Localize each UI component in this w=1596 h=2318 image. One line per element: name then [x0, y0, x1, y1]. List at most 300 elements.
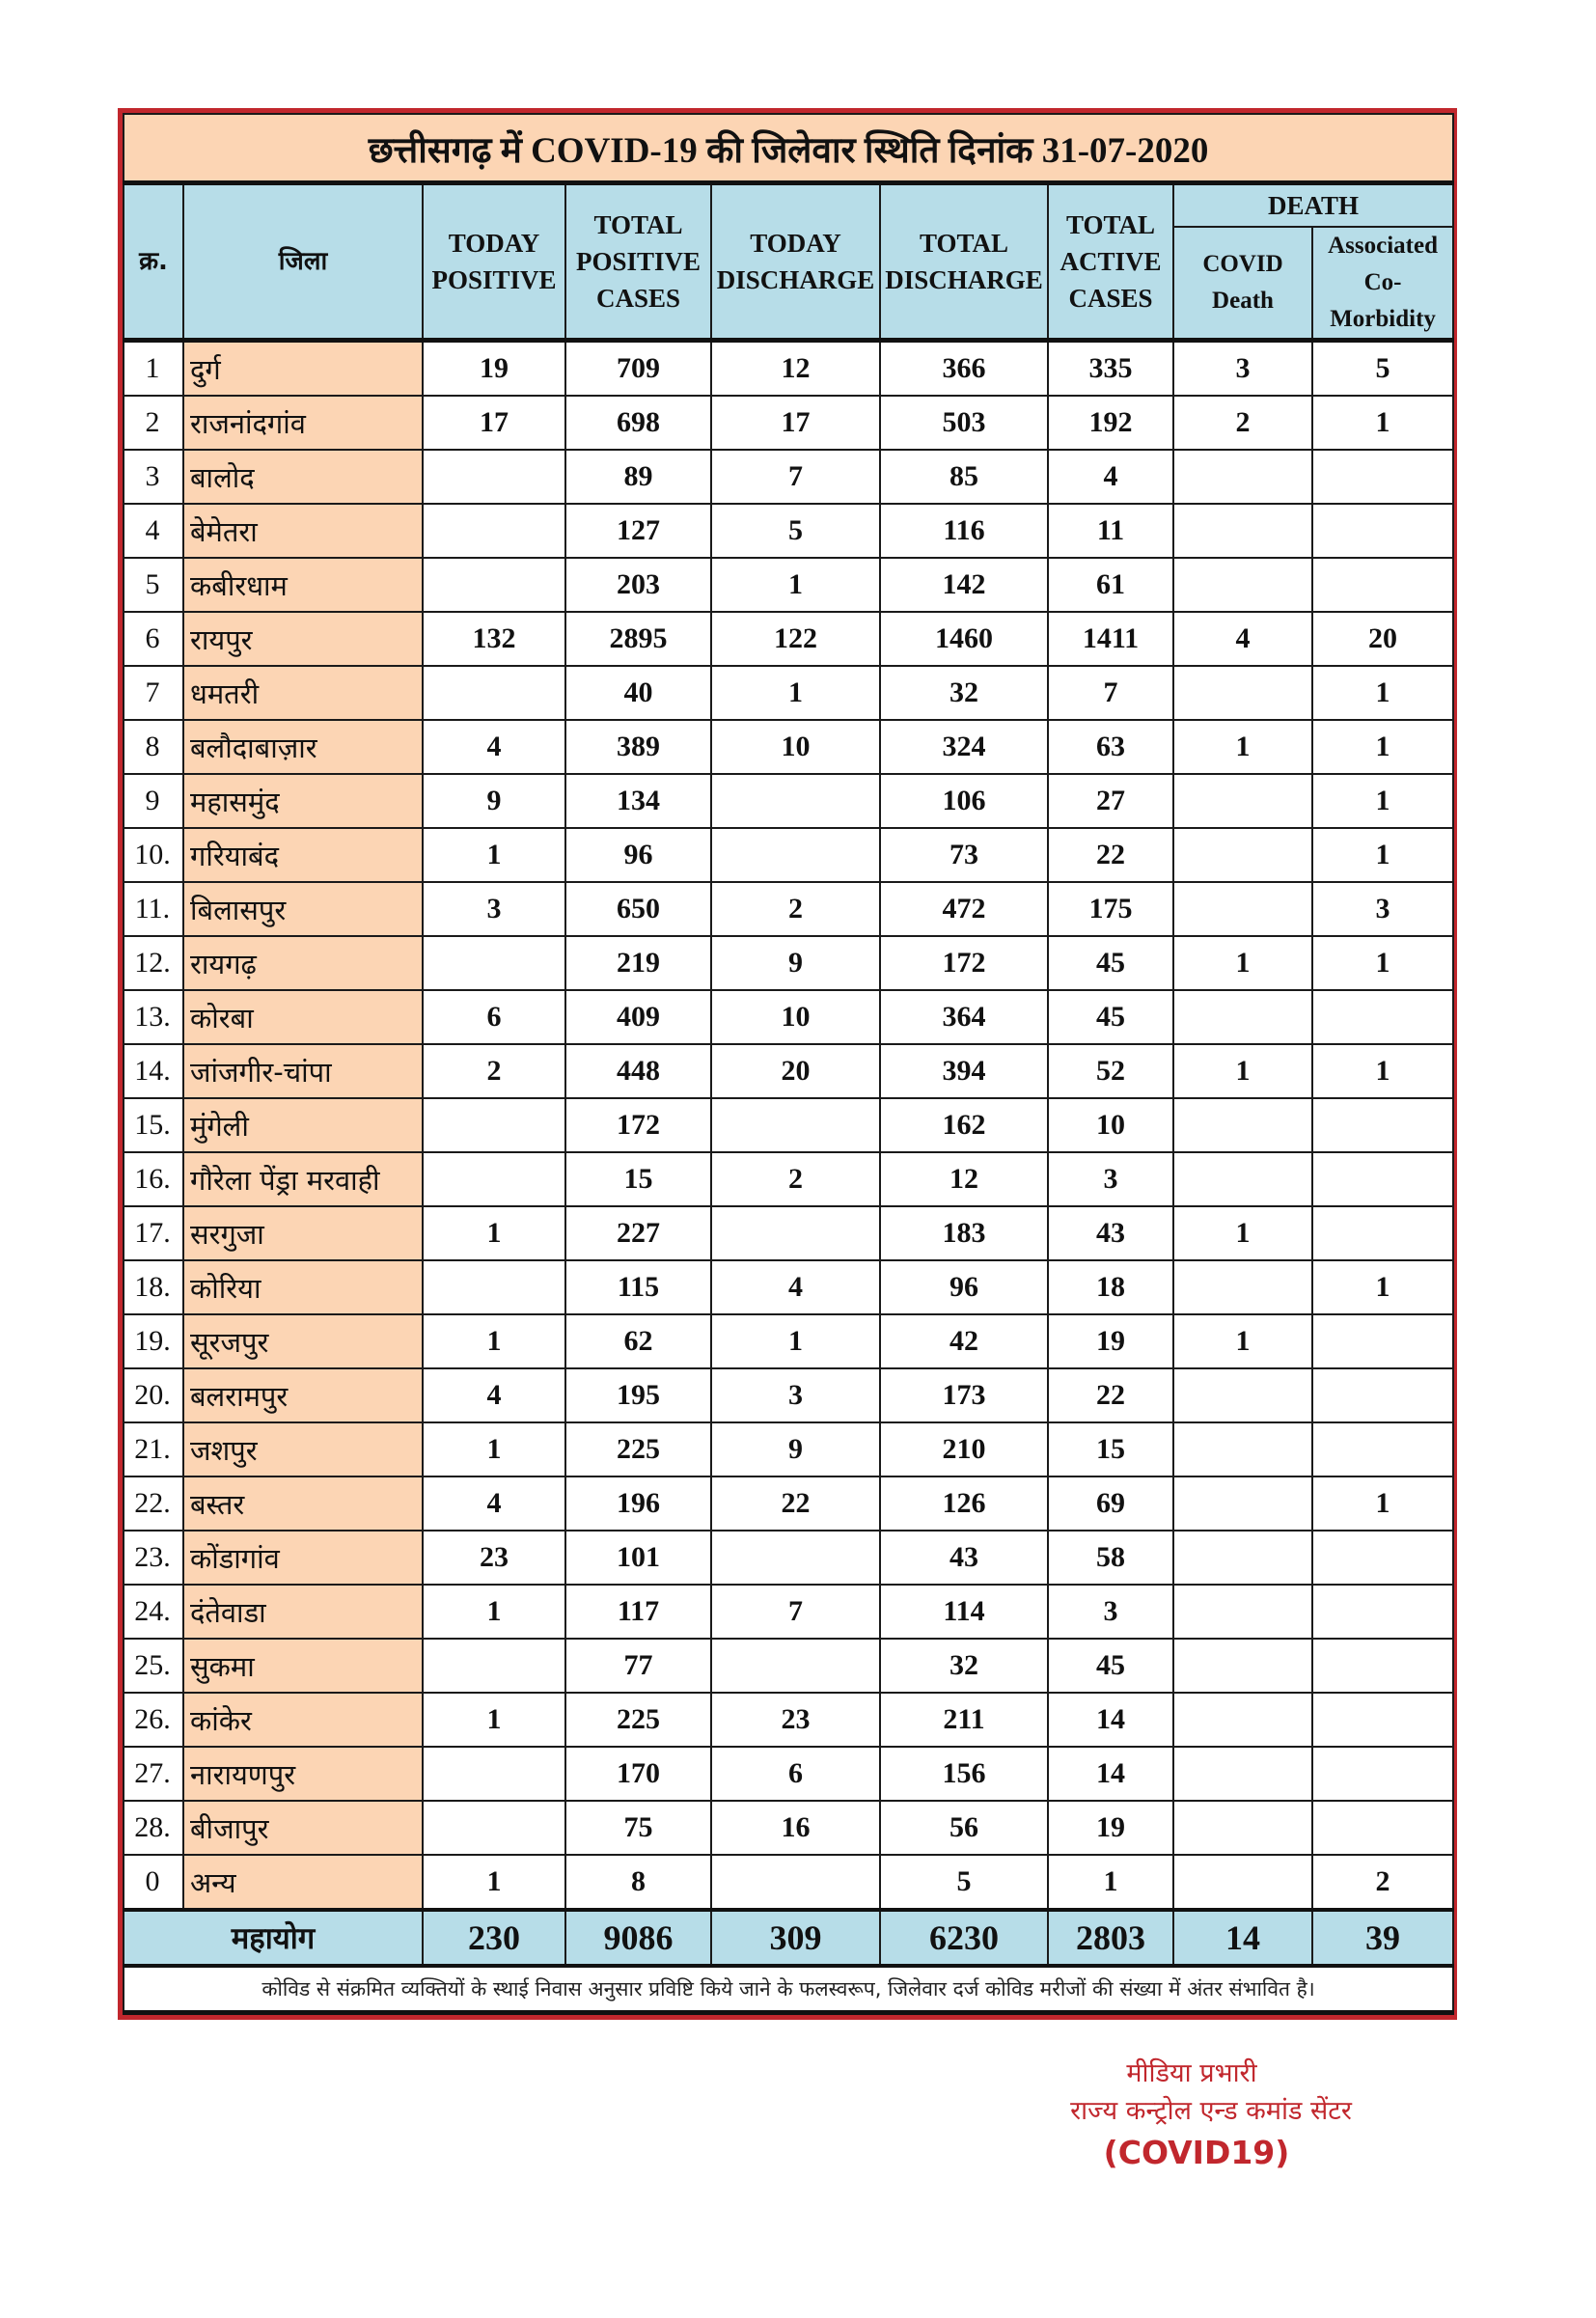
- table-row: [124, 1693, 1453, 1747]
- total-active-cell: 27: [1048, 774, 1173, 828]
- district-name-cell: सूरजपुर: [183, 1314, 423, 1368]
- total-positive-cell: 203: [565, 558, 711, 612]
- total-total-active: 2803: [1048, 1910, 1173, 1966]
- district-name-cell: जांजगीर-चांपा: [183, 1044, 423, 1098]
- table-row: [124, 1260, 1453, 1314]
- serial-number-cell: 5: [124, 558, 183, 612]
- today-discharge-cell: 12: [711, 341, 880, 397]
- total-positive-cell: 89: [565, 450, 711, 504]
- district-name-cell: धमतरी: [183, 666, 423, 720]
- today-discharge-cell: [711, 774, 880, 828]
- total-active-cell: 19: [1048, 1801, 1173, 1855]
- serial-number-cell: 24.: [124, 1585, 183, 1639]
- today-discharge-cell: [711, 1098, 880, 1152]
- total-positive-cell: 77: [565, 1639, 711, 1693]
- total-discharge-cell: 324: [880, 720, 1048, 774]
- today-discharge-cell: 16: [711, 1801, 880, 1855]
- today-positive-cell: 1: [423, 1314, 565, 1368]
- signature-line-covid19: (COVID19): [1103, 2134, 1290, 2171]
- district-name-cell: जशपुर: [183, 1422, 423, 1476]
- table-body: [124, 341, 1453, 1911]
- co-morbidity-cell: 1: [1312, 828, 1453, 882]
- total-today-discharge: 309: [711, 1910, 880, 1966]
- table-row: [124, 1747, 1453, 1801]
- covid-death-cell: 3: [1173, 341, 1312, 397]
- today-discharge-cell: 7: [711, 450, 880, 504]
- today-discharge-cell: 1: [711, 558, 880, 612]
- table-row: [124, 341, 1453, 397]
- co-morbidity-cell: [1312, 1801, 1453, 1855]
- co-morbidity-cell: 1: [1312, 396, 1453, 450]
- total-positive-cell: 101: [565, 1531, 711, 1585]
- serial-number-cell: 18.: [124, 1260, 183, 1314]
- header-today-positive: TODAY POSITIVE: [423, 183, 565, 341]
- co-morbidity-cell: 20: [1312, 612, 1453, 666]
- serial-number-cell: 15.: [124, 1098, 183, 1152]
- today-positive-cell: [423, 1260, 565, 1314]
- serial-number-cell: 8: [124, 720, 183, 774]
- table-row: [124, 720, 1453, 774]
- serial-number-cell: 19.: [124, 1314, 183, 1368]
- signature-line-control-center: राज्य कन्ट्रोल एन्ड कमांड सेंटर: [1070, 2096, 1352, 2126]
- table-row: [124, 1044, 1453, 1098]
- table-row: [124, 1098, 1453, 1152]
- covid-death-cell: 4: [1173, 612, 1312, 666]
- today-discharge-cell: [711, 1206, 880, 1260]
- district-name-cell: कांकेर: [183, 1693, 423, 1747]
- total-discharge-cell: 114: [880, 1585, 1048, 1639]
- table-row: [124, 1531, 1453, 1585]
- serial-number-cell: 6: [124, 612, 183, 666]
- total-positive-cell: 8: [565, 1855, 711, 1910]
- co-morbidity-cell: [1312, 990, 1453, 1044]
- table-row: [124, 666, 1453, 720]
- covid-death-cell: [1173, 450, 1312, 504]
- table-row: [124, 882, 1453, 936]
- district-name-cell: दुर्ग: [183, 341, 423, 397]
- total-active-cell: 63: [1048, 720, 1173, 774]
- total-discharge-cell: 56: [880, 1801, 1048, 1855]
- serial-number-cell: 28.: [124, 1801, 183, 1855]
- district-name-cell: बस्तर: [183, 1476, 423, 1531]
- district-name-cell: सुकमा: [183, 1639, 423, 1693]
- today-positive-cell: 1: [423, 1855, 565, 1910]
- today-positive-cell: [423, 1639, 565, 1693]
- district-name-cell: नारायणपुर: [183, 1747, 423, 1801]
- serial-number-cell: 4: [124, 504, 183, 558]
- covid-death-cell: [1173, 1531, 1312, 1585]
- covid-district-table-frame: [118, 108, 1457, 2020]
- today-positive-cell: [423, 450, 565, 504]
- total-active-cell: 3: [1048, 1152, 1173, 1206]
- table-row: [124, 1152, 1453, 1206]
- covid-death-cell: [1173, 1747, 1312, 1801]
- total-discharge-cell: 183: [880, 1206, 1048, 1260]
- total-active-cell: 58: [1048, 1531, 1173, 1585]
- total-positive-cell: 409: [565, 990, 711, 1044]
- district-name-cell: बलौदाबाज़ार: [183, 720, 423, 774]
- today-discharge-cell: 9: [711, 936, 880, 990]
- serial-number-cell: 13.: [124, 990, 183, 1044]
- today-discharge-cell: 5: [711, 504, 880, 558]
- total-positive-cell: 62: [565, 1314, 711, 1368]
- district-name-cell: गौरेला पेंड्रा मरवाही: [183, 1152, 423, 1206]
- today-positive-cell: 4: [423, 1368, 565, 1422]
- total-discharge-cell: 106: [880, 774, 1048, 828]
- serial-number-cell: 27.: [124, 1747, 183, 1801]
- serial-number-cell: 11.: [124, 882, 183, 936]
- today-discharge-cell: 3: [711, 1368, 880, 1422]
- table-row: [124, 612, 1453, 666]
- today-discharge-cell: 2: [711, 882, 880, 936]
- table-row: [124, 1585, 1453, 1639]
- covid-death-cell: [1173, 1585, 1312, 1639]
- covid-death-cell: [1173, 666, 1312, 720]
- today-discharge-cell: 20: [711, 1044, 880, 1098]
- total-positive-cell: 117: [565, 1585, 711, 1639]
- today-positive-cell: 1: [423, 1206, 565, 1260]
- co-morbidity-cell: [1312, 1585, 1453, 1639]
- header-total-positive-cases: TOTAL POSITIVE CASES: [565, 183, 711, 341]
- serial-number-cell: 17.: [124, 1206, 183, 1260]
- co-morbidity-cell: 1: [1312, 1044, 1453, 1098]
- co-morbidity-cell: [1312, 1639, 1453, 1693]
- total-active-cell: 19: [1048, 1314, 1173, 1368]
- total-positive-cell: 219: [565, 936, 711, 990]
- table-row: [124, 1855, 1453, 1910]
- co-morbidity-cell: 5: [1312, 341, 1453, 397]
- co-morbidity-cell: 1: [1312, 1476, 1453, 1531]
- today-discharge-cell: 22: [711, 1476, 880, 1531]
- total-discharge-cell: 96: [880, 1260, 1048, 1314]
- serial-number-cell: 23.: [124, 1531, 183, 1585]
- co-morbidity-cell: [1312, 1747, 1453, 1801]
- total-discharge-cell: 12: [880, 1152, 1048, 1206]
- serial-number-cell: 12.: [124, 936, 183, 990]
- covid-death-cell: 1: [1173, 720, 1312, 774]
- covid-district-table: [123, 113, 1454, 2015]
- covid-death-cell: 2: [1173, 396, 1312, 450]
- today-positive-cell: 1: [423, 828, 565, 882]
- total-today-positive: 230: [423, 1910, 565, 1966]
- table-row: [124, 1639, 1453, 1693]
- serial-number-cell: 16.: [124, 1152, 183, 1206]
- header-total-discharge: TOTAL DISCHARGE: [880, 183, 1048, 341]
- covid-death-cell: [1173, 1801, 1312, 1855]
- total-active-cell: 1: [1048, 1855, 1173, 1910]
- today-positive-cell: [423, 1098, 565, 1152]
- today-positive-cell: 19: [423, 341, 565, 397]
- district-name-cell: अन्य: [183, 1855, 423, 1910]
- today-positive-cell: 4: [423, 1476, 565, 1531]
- today-positive-cell: 4: [423, 720, 565, 774]
- table-row: [124, 990, 1453, 1044]
- total-discharge-cell: 116: [880, 504, 1048, 558]
- covid-death-cell: [1173, 1476, 1312, 1531]
- covid-death-cell: [1173, 990, 1312, 1044]
- total-active-cell: 45: [1048, 936, 1173, 990]
- covid-death-cell: [1173, 558, 1312, 612]
- co-morbidity-cell: 1: [1312, 720, 1453, 774]
- total-positive-cell: 225: [565, 1693, 711, 1747]
- today-discharge-cell: 17: [711, 396, 880, 450]
- table-row: [124, 558, 1453, 612]
- total-positive-cell: 2895: [565, 612, 711, 666]
- today-discharge-cell: [711, 1639, 880, 1693]
- total-discharge-cell: 211: [880, 1693, 1048, 1747]
- district-name-cell: बालोद: [183, 450, 423, 504]
- total-comorbidity: 39: [1312, 1910, 1453, 1966]
- today-positive-cell: 23: [423, 1531, 565, 1585]
- total-discharge-cell: 43: [880, 1531, 1048, 1585]
- covid-death-cell: [1173, 828, 1312, 882]
- co-morbidity-cell: [1312, 1368, 1453, 1422]
- co-morbidity-cell: 2: [1312, 1855, 1453, 1910]
- total-positive-cell: 709: [565, 341, 711, 397]
- today-positive-cell: [423, 936, 565, 990]
- total-positive-cell: 698: [565, 396, 711, 450]
- total-positive-cell: 650: [565, 882, 711, 936]
- serial-number-cell: 0: [124, 1855, 183, 1910]
- today-discharge-cell: 4: [711, 1260, 880, 1314]
- today-positive-cell: 9: [423, 774, 565, 828]
- today-positive-cell: 1: [423, 1585, 565, 1639]
- total-active-cell: 22: [1048, 828, 1173, 882]
- serial-number-cell: 25.: [124, 1639, 183, 1693]
- serial-number-cell: 22.: [124, 1476, 183, 1531]
- total-discharge-cell: 85: [880, 450, 1048, 504]
- district-name-cell: राजनांदगांव: [183, 396, 423, 450]
- total-positive-cell: 96: [565, 828, 711, 882]
- serial-number-cell: 21.: [124, 1422, 183, 1476]
- co-morbidity-cell: [1312, 1152, 1453, 1206]
- district-name-cell: कबीरधाम: [183, 558, 423, 612]
- total-discharge-cell: 1460: [880, 612, 1048, 666]
- district-name-cell: कोरबा: [183, 990, 423, 1044]
- total-active-cell: 192: [1048, 396, 1173, 450]
- co-morbidity-cell: 1: [1312, 936, 1453, 990]
- table-row: [124, 828, 1453, 882]
- co-morbidity-cell: 3: [1312, 882, 1453, 936]
- district-name-cell: कोंडागांव: [183, 1531, 423, 1585]
- covid-death-cell: [1173, 1693, 1312, 1747]
- total-discharge-cell: 32: [880, 1639, 1048, 1693]
- covid-death-cell: 1: [1173, 1044, 1312, 1098]
- today-discharge-cell: 1: [711, 1314, 880, 1368]
- total-total-discharge: 6230: [880, 1910, 1048, 1966]
- covid-death-cell: [1173, 1639, 1312, 1693]
- total-discharge-cell: 472: [880, 882, 1048, 936]
- co-morbidity-cell: 1: [1312, 1260, 1453, 1314]
- today-positive-cell: 1: [423, 1422, 565, 1476]
- total-active-cell: 45: [1048, 1639, 1173, 1693]
- covid-death-cell: [1173, 1098, 1312, 1152]
- total-discharge-cell: 364: [880, 990, 1048, 1044]
- covid-death-cell: [1173, 882, 1312, 936]
- total-positive-cell: 172: [565, 1098, 711, 1152]
- footnote: कोविड से संक्रमित व्यक्तियों के स्थाई निवास अनुसार प्रविष्टि किये जाने के फलस्वरूप, जिलेवार दर्ज कोविड मरीजों की संख्या में अंतर संभावित है।: [124, 1966, 1453, 2013]
- today-discharge-cell: [711, 828, 880, 882]
- total-positive-cell: 40: [565, 666, 711, 720]
- covid-death-cell: [1173, 1422, 1312, 1476]
- today-discharge-cell: [711, 1855, 880, 1910]
- serial-number-cell: 14.: [124, 1044, 183, 1098]
- table-row: [124, 1314, 1453, 1368]
- total-discharge-cell: 366: [880, 341, 1048, 397]
- grand-total-label: महायोग: [124, 1910, 423, 1966]
- today-positive-cell: 132: [423, 612, 565, 666]
- district-name-cell: बीजापुर: [183, 1801, 423, 1855]
- table-row: [124, 450, 1453, 504]
- today-positive-cell: [423, 504, 565, 558]
- header-covid-death: COVID Death: [1173, 227, 1312, 341]
- district-name-cell: दंतेवाडा: [183, 1585, 423, 1639]
- today-positive-cell: [423, 1801, 565, 1855]
- total-discharge-cell: 142: [880, 558, 1048, 612]
- today-positive-cell: 17: [423, 396, 565, 450]
- serial-number-cell: 10.: [124, 828, 183, 882]
- header-death-group: DEATH: [1173, 183, 1453, 228]
- header-district: जिला: [183, 183, 423, 341]
- total-active-cell: 7: [1048, 666, 1173, 720]
- total-active-cell: 18: [1048, 1260, 1173, 1314]
- co-morbidity-cell: [1312, 1206, 1453, 1260]
- co-morbidity-cell: [1312, 1314, 1453, 1368]
- today-discharge-cell: [711, 1531, 880, 1585]
- total-discharge-cell: 5: [880, 1855, 1048, 1910]
- total-discharge-cell: 156: [880, 1747, 1048, 1801]
- today-discharge-cell: 9: [711, 1422, 880, 1476]
- today-discharge-cell: 1: [711, 666, 880, 720]
- district-name-cell: सरगुजा: [183, 1206, 423, 1260]
- district-name-cell: रायगढ़: [183, 936, 423, 990]
- header-serial-number: क्र.: [124, 183, 183, 341]
- serial-number-cell: 20.: [124, 1368, 183, 1422]
- total-active-cell: 69: [1048, 1476, 1173, 1531]
- today-positive-cell: [423, 1747, 565, 1801]
- table-row: [124, 1206, 1453, 1260]
- district-name-cell: बलरामपुर: [183, 1368, 423, 1422]
- today-discharge-cell: 7: [711, 1585, 880, 1639]
- district-name-cell: महासमुंद: [183, 774, 423, 828]
- co-morbidity-cell: 1: [1312, 774, 1453, 828]
- co-morbidity-cell: [1312, 1693, 1453, 1747]
- covid-death-cell: 1: [1173, 1314, 1312, 1368]
- today-discharge-cell: 2: [711, 1152, 880, 1206]
- covid-death-cell: 1: [1173, 1206, 1312, 1260]
- table-row: [124, 1422, 1453, 1476]
- today-positive-cell: [423, 1152, 565, 1206]
- header-total-active-cases: TOTAL ACTIVE CASES: [1048, 183, 1173, 341]
- serial-number-cell: 26.: [124, 1693, 183, 1747]
- co-morbidity-cell: 1: [1312, 666, 1453, 720]
- total-positive-cell: 134: [565, 774, 711, 828]
- serial-number-cell: 3: [124, 450, 183, 504]
- grand-total-row: [124, 1910, 1453, 1966]
- total-active-cell: 10: [1048, 1098, 1173, 1152]
- total-discharge-cell: 172: [880, 936, 1048, 990]
- table-row: [124, 396, 1453, 450]
- district-name-cell: मुंगेली: [183, 1098, 423, 1152]
- total-positive-cell: 196: [565, 1476, 711, 1531]
- covid-death-cell: [1173, 774, 1312, 828]
- total-active-cell: 15: [1048, 1422, 1173, 1476]
- covid-death-cell: 1: [1173, 936, 1312, 990]
- table-row: [124, 1476, 1453, 1531]
- total-positive-cell: 389: [565, 720, 711, 774]
- total-discharge-cell: 210: [880, 1422, 1048, 1476]
- report-title: छत्तीसगढ़ में COVID-19 की जिलेवार स्थिति दिनांक 31-07-2020: [124, 114, 1453, 183]
- total-active-cell: 4: [1048, 450, 1173, 504]
- today-positive-cell: 6: [423, 990, 565, 1044]
- serial-number-cell: 1: [124, 341, 183, 397]
- total-active-cell: 22: [1048, 1368, 1173, 1422]
- total-positive-cell: 225: [565, 1422, 711, 1476]
- total-positive-cell: 195: [565, 1368, 711, 1422]
- total-active-cell: 3: [1048, 1585, 1173, 1639]
- table-row: [124, 1368, 1453, 1422]
- district-name-cell: बेमेतरा: [183, 504, 423, 558]
- total-discharge-cell: 126: [880, 1476, 1048, 1531]
- total-discharge-cell: 162: [880, 1098, 1048, 1152]
- total-discharge-cell: 73: [880, 828, 1048, 882]
- total-active-cell: 14: [1048, 1747, 1173, 1801]
- total-positive-cell: 127: [565, 504, 711, 558]
- footnote-row: [124, 1966, 1453, 2013]
- co-morbidity-cell: [1312, 1422, 1453, 1476]
- total-active-cell: 335: [1048, 341, 1173, 397]
- total-discharge-cell: 32: [880, 666, 1048, 720]
- total-active-cell: 175: [1048, 882, 1173, 936]
- district-name-cell: गरियाबंद: [183, 828, 423, 882]
- total-active-cell: 11: [1048, 504, 1173, 558]
- total-positive-cell: 75: [565, 1801, 711, 1855]
- total-discharge-cell: 173: [880, 1368, 1048, 1422]
- serial-number-cell: 9: [124, 774, 183, 828]
- total-covid-death: 14: [1173, 1910, 1312, 1966]
- district-name-cell: रायपुर: [183, 612, 423, 666]
- total-active-cell: 14: [1048, 1693, 1173, 1747]
- today-positive-cell: 3: [423, 882, 565, 936]
- covid-death-cell: [1173, 504, 1312, 558]
- today-positive-cell: [423, 558, 565, 612]
- total-positive-cell: 15: [565, 1152, 711, 1206]
- total-active-cell: 45: [1048, 990, 1173, 1044]
- total-positive-cell: 227: [565, 1206, 711, 1260]
- district-name-cell: बिलासपुर: [183, 882, 423, 936]
- serial-number-cell: 7: [124, 666, 183, 720]
- today-discharge-cell: 6: [711, 1747, 880, 1801]
- covid-death-cell: [1173, 1260, 1312, 1314]
- total-active-cell: 52: [1048, 1044, 1173, 1098]
- total-active-cell: 1411: [1048, 612, 1173, 666]
- header-today-discharge: TODAY DISCHARGE: [711, 183, 880, 341]
- total-discharge-cell: 503: [880, 396, 1048, 450]
- today-discharge-cell: 122: [711, 612, 880, 666]
- total-positive-cell: 115: [565, 1260, 711, 1314]
- co-morbidity-cell: [1312, 1531, 1453, 1585]
- total-active-cell: 61: [1048, 558, 1173, 612]
- total-discharge-cell: 42: [880, 1314, 1048, 1368]
- co-morbidity-cell: [1312, 450, 1453, 504]
- signature-block: [1004, 2056, 1418, 2175]
- today-discharge-cell: 10: [711, 990, 880, 1044]
- table-row: [124, 774, 1453, 828]
- covid-death-cell: [1173, 1855, 1312, 1910]
- signature-line-media-incharge: मीडिया प्रभारी: [1126, 2058, 1257, 2088]
- today-positive-cell: [423, 666, 565, 720]
- total-positive-cell: 170: [565, 1747, 711, 1801]
